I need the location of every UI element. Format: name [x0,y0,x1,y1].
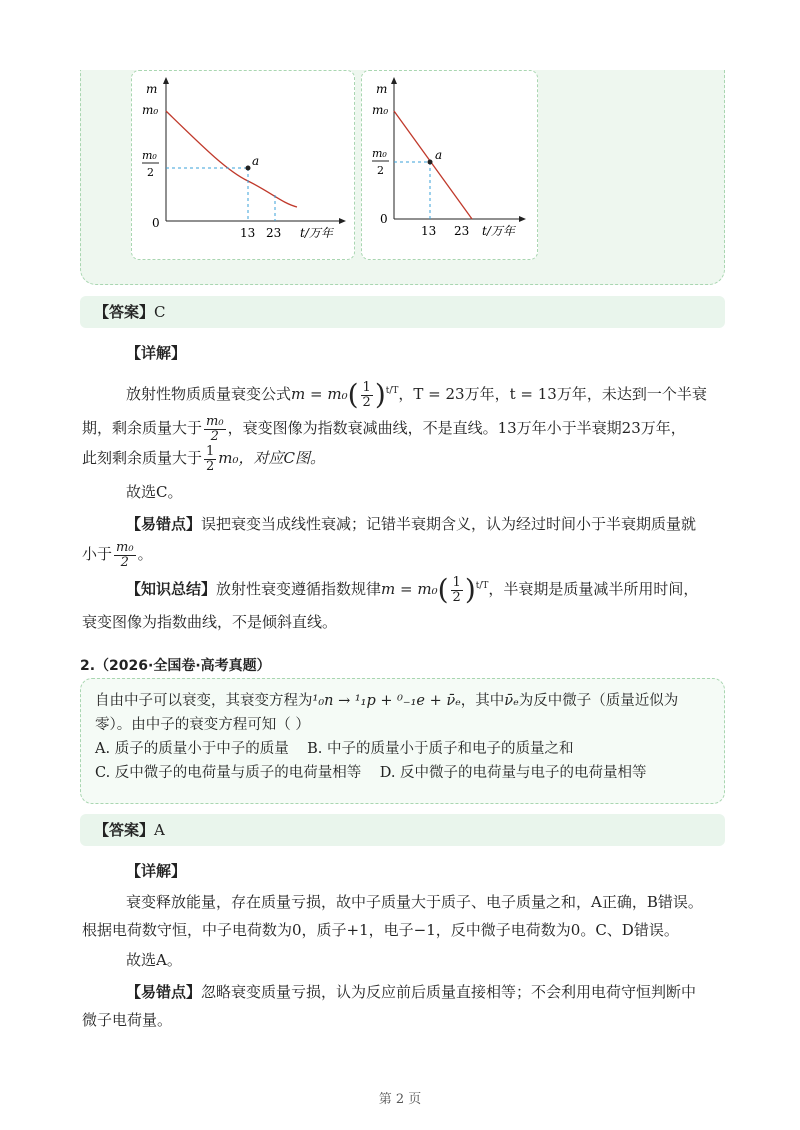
y-axis-arrow [163,77,169,84]
error-tag: 【易错点】 [126,983,202,1001]
point-a [246,166,251,171]
summary-tag: 【知识总结】 [126,580,217,598]
question-stem-line-1 [95,689,710,713]
solution-heading-2: 【详解】 [126,862,187,880]
summary-1 [126,570,726,606]
antineutrino-symbol: ν̄ₑ [504,693,519,709]
point-a-label: a [252,154,260,168]
answer-bar-1 [80,296,725,328]
m0-label: m₀ [372,103,389,117]
text: 放射性衰变遵循指数规律 [216,580,382,598]
text: 放射性物质质量衰变公式 [126,385,292,403]
summary-1-cont: 衰变图像为指数曲线，不是倾斜直线。 [82,613,338,631]
tick-23: 23 [454,224,470,238]
half-num: m₀ [142,149,157,162]
error-tag: 【易错点】 [126,515,202,533]
text: 小于 [82,545,113,563]
point-a-label: a [435,148,443,162]
decay-curve [166,111,297,207]
text: 期，剩余质量大于 [82,419,203,437]
text: 此刻剩余质量大于 [82,449,203,467]
option-d[interactable]: D. 反中微子的电荷量与电子的电荷量相等 [379,765,647,781]
x-axis-label: t/万年 [482,224,515,238]
solution-2-line-1: 衰变释放能量，存在质量亏损，故中子质量大于质子、电子质量之和，A正确，B错误。 [126,893,703,911]
x-axis-label: t/万年 [300,226,333,240]
text: m₀，对应C图。 [218,449,326,467]
error-point-1 [126,508,726,540]
option-a[interactable]: A. 质子的质量小于中子的质量 [95,741,289,757]
paren-open: ( [347,378,359,411]
half-den: 2 [147,166,154,179]
paren-open: ( [437,573,449,606]
graph-d-svg [362,71,537,259]
decay-equation: ¹₀n → ¹₁p + ⁰₋₁e + ν̄ₑ [312,693,461,709]
x-axis-arrow [519,216,526,222]
graph-d [361,70,538,260]
answer-bar-2 [80,814,725,846]
conclusion-1: 故选C。 [126,483,183,501]
paren-close: ) [464,573,476,606]
solution-line-3 [82,442,722,474]
m0-half-fraction: $\frac{\text{m₀}}{2}$ [206,413,224,444]
question-2-box [80,678,725,804]
text: 自由中子可以衰变，其衰变方程为 [95,693,313,709]
text: 忽略衰变质量亏损，认为反应前后质量直接相等；不会利用电荷守恒判断中 [201,983,697,1001]
tick-13: 13 [421,224,437,238]
half-fraction: $\frac{1}{2}$ [362,379,371,410]
text: ，其中 [460,693,505,709]
options-row-2 [95,761,710,785]
text: ，衰变图像为指数衰减曲线，不是直线。13万年小于半衰期23万年， [227,419,686,437]
y-axis-label: m [376,82,388,96]
x-axis-arrow [339,218,346,224]
decay-line [394,111,472,219]
origin-label: 0 [152,216,160,230]
answer-value: C [154,303,166,321]
graph-c [131,70,355,260]
text: ，T = 23万年，t = 13万年，未达到一个半衰 [398,385,707,403]
solution-heading-1: 【详解】 [126,344,187,362]
paren-close: ) [374,378,386,411]
one-half-fraction: $\frac{1}{2}$ [206,443,215,474]
m0-label: m₀ [142,103,159,117]
options-graph-box [80,70,725,285]
option-c[interactable]: C. 反中微子的电荷量与质子的电荷量相等 [95,765,362,781]
tick-23: 23 [266,226,282,240]
half-fraction: $\frac{1}{2}$ [452,574,461,605]
text: 。 [137,545,153,563]
y-axis-label: m [146,82,158,96]
origin-label: 0 [380,212,388,226]
text: 为反中微子（质量近似为 [518,693,679,709]
tick-13: 13 [240,226,256,240]
options-row-1 [95,737,710,761]
half-den: 2 [377,164,384,177]
answer-value: A [154,821,165,839]
solution-line-2 [82,412,722,444]
text: 误把衰变当成线性衰减；记错半衰期含义，认为经过时间小于半衰期质量就 [201,515,697,533]
solution-2-line-2: 根据电荷数守恒，中子电荷数为0，质子+1，电子−1，反中微子电荷数为0。C、D错误。 [82,921,679,939]
formula-m: m = m₀ [381,580,438,598]
error-point-2-cont: 微子电荷量。 [82,1011,173,1029]
answer-tag: 【答案】 [94,821,155,839]
solution-line-1 [126,375,726,411]
question-2-header: 2.（2026·全国卷·高考真题） [80,658,271,674]
graph-c-svg [132,71,354,259]
error-point-1-cont [82,538,722,570]
half-num: m₀ [372,147,387,160]
exponent: t/T [385,386,399,396]
formula-m: m = m₀ [291,385,348,403]
page-number: 第 2 页 [378,1092,422,1107]
y-axis-arrow [391,77,397,84]
answer-tag: 【答案】 [94,303,155,321]
conclusion-2: 故选A。 [126,951,182,969]
exponent: t/T [475,581,489,591]
m0-half-fraction: $\frac{\text{m₀}}{2}$ [116,539,134,570]
question-stem-line-2: 零）。由中子的衰变方程可知（ ） [95,717,310,733]
point-a [428,160,433,165]
option-b[interactable]: B. 中子的质量小于质子和电子的质量之和 [307,741,574,757]
text: ，半衰期是质量减半所用时间， [488,580,699,598]
